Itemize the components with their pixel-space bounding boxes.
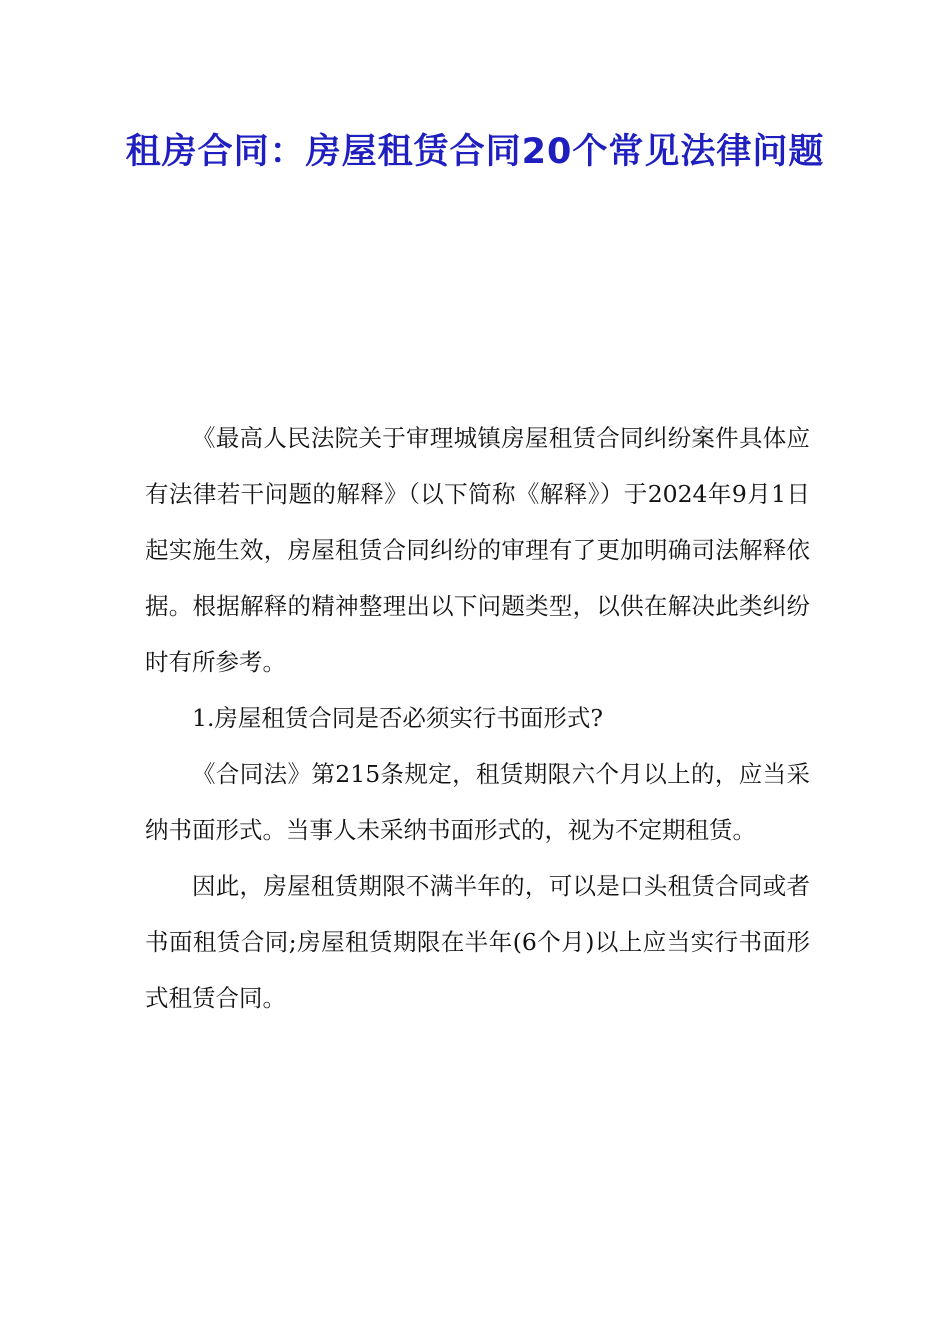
- document-title: 租房合同：房屋租赁合同20个常见法律问题: [125, 132, 825, 172]
- question-heading-1: 1.房屋租赁合同是否必须实行书面形式?: [192, 704, 604, 732]
- paragraph-conclusion: 因此，房屋租赁期限不满半年的，可以是口头租赁合同或者书面租赁合同;房屋租赁期限在半年(6个月)以上应当实行书面形式租赁合同。: [145, 872, 810, 1012]
- paragraph-contract-law: 《合同法》第215条规定，租赁期限六个月以上的，应当采纳书面形式。当事人未采纳书面形式的，视为不定期租赁。: [145, 760, 810, 844]
- document-body: [145, 410, 810, 1026]
- paragraph-intro: 《最高人民法院关于审理城镇房屋租赁合同纠纷案件具体应有法律若干问题的解释》（以下简称《解释》）于2024年9月1日起实施生效，房屋租赁合同纠纷的审理有了更加明确司法解释依据。根据解释的精神整理出以下问题类型，以供在解决此类纠纷时有所参考。: [145, 424, 810, 676]
